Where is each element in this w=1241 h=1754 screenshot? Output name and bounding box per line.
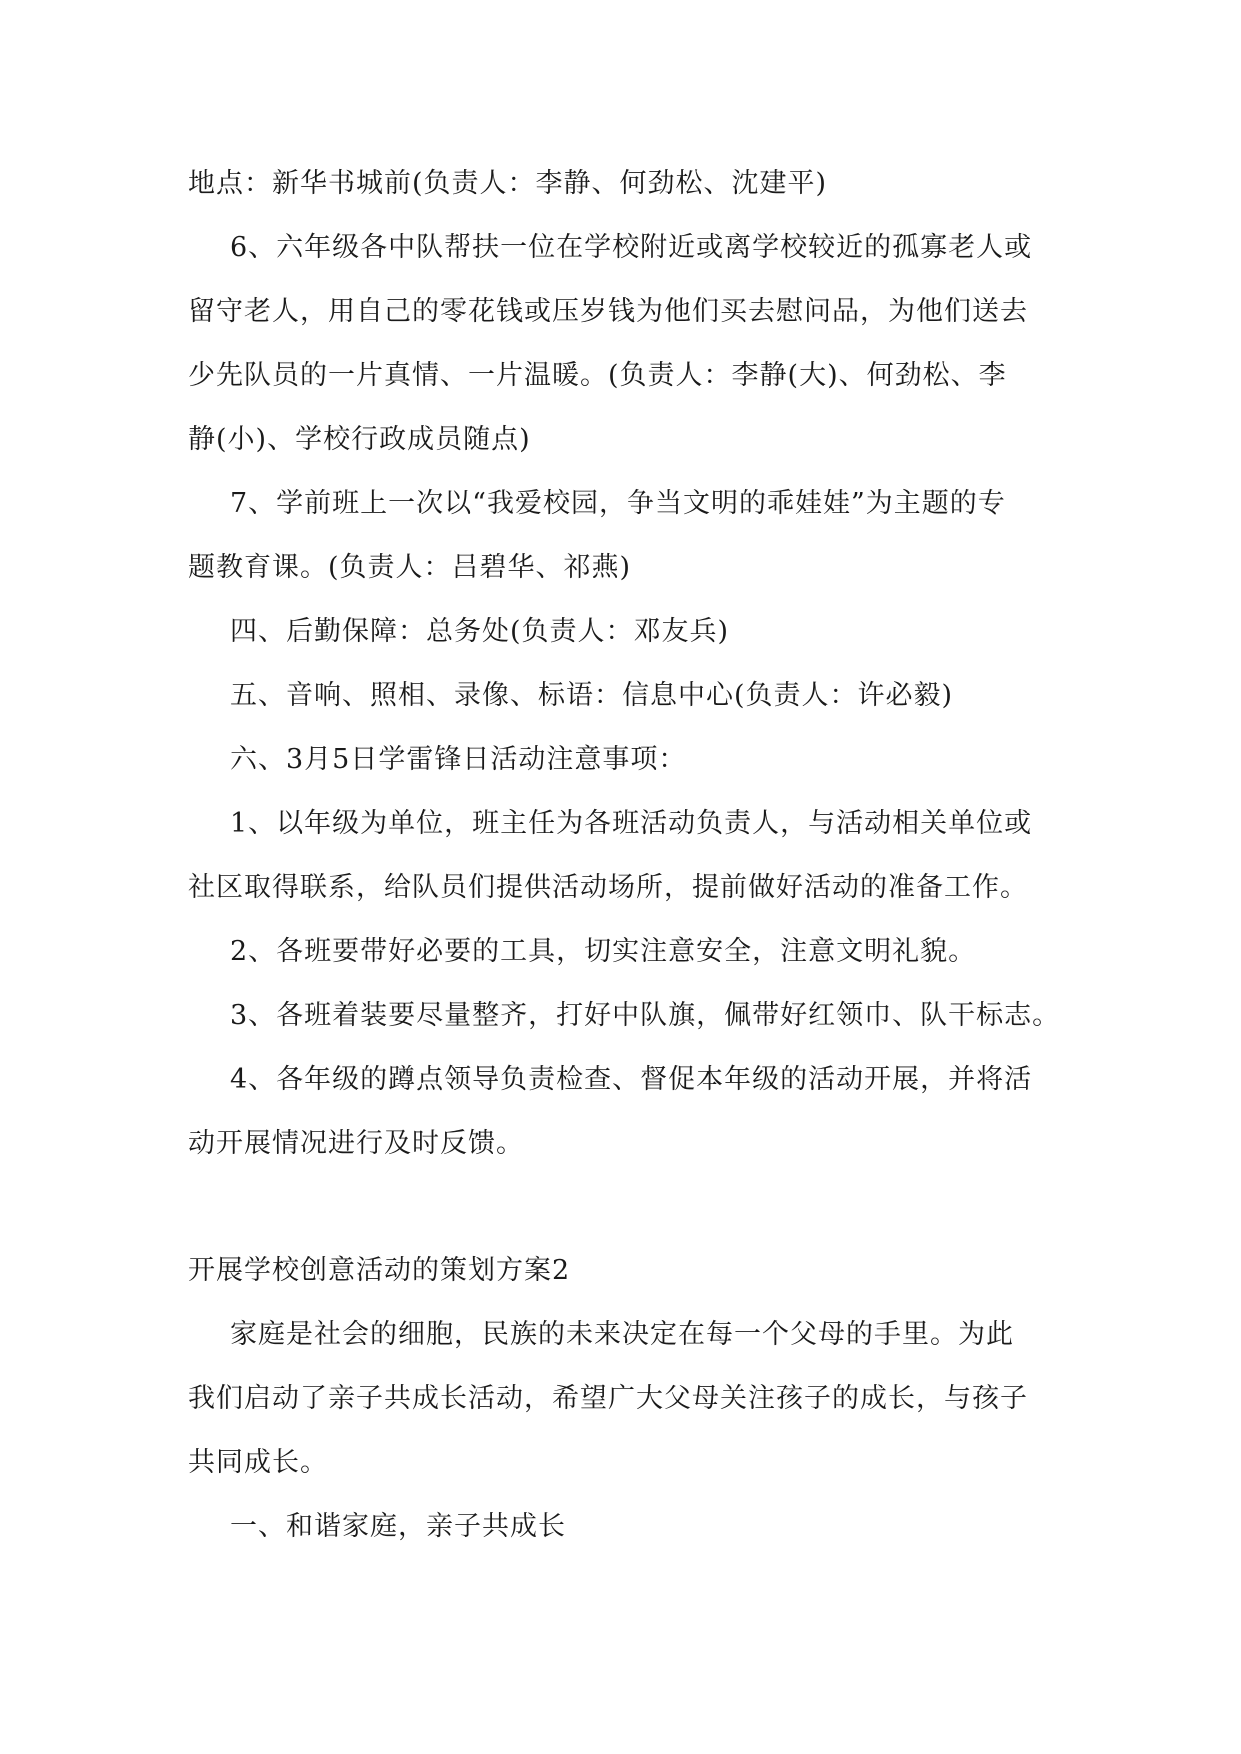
paragraph-line: 社区取得联系，给队员们提供活动场所，提前做好活动的准备工作。 — [188, 872, 1028, 903]
paragraph-line: 地点：新华书城前(负责人：李静、何劲松、沈建平) — [188, 168, 828, 199]
paragraph-line: 留守老人，用自己的零花钱或压岁钱为他们买去慰问品，为他们送去 — [188, 296, 1028, 327]
paragraph-line: 六、3月5日学雷锋日活动注意事项： — [230, 744, 687, 775]
paragraph-line: 家庭是社会的细胞，民族的未来决定在每一个父母的手里。为此 — [230, 1319, 1014, 1350]
paragraph-line: 五、音响、照相、录像、标语：信息中心(负责人：许必毅) — [230, 680, 954, 711]
paragraph-line: 4、各年级的蹲点领导负责检查、督促本年级的活动开展，并将活 — [230, 1064, 1033, 1095]
paragraph-line: 四、后勤保障：总务处(负责人：邓友兵) — [230, 616, 730, 647]
paragraph-line: 7、学前班上一次以“我爱校园，争当文明的乖娃娃”为主题的专 — [230, 488, 1006, 519]
paragraph-line: 6、六年级各中队帮扶一位在学校附近或离学校较近的孤寡老人或 — [230, 232, 1033, 263]
paragraph-line: 2、各班要带好必要的工具，切实注意安全，注意文明礼貌。 — [230, 936, 977, 967]
paragraph-line: 1、以年级为单位，班主任为各班活动负责人，与活动相关单位或 — [230, 808, 1033, 839]
paragraph-line: 题教育课。(负责人：吕碧华、祁燕) — [188, 552, 632, 583]
paragraph-line: 动开展情况进行及时反馈。 — [188, 1128, 524, 1159]
section-heading: 一、和谐家庭，亲子共成长 — [230, 1511, 566, 1542]
paragraph-line: 少先队员的一片真情、一片温暖。(负责人：李静(大)、何劲松、李 — [188, 360, 1007, 391]
paragraph-line: 静(小)、学校行政成员随点) — [188, 424, 531, 455]
paragraph-line: 共同成长。 — [188, 1447, 328, 1478]
section-title: 开展学校创意活动的策划方案2 — [188, 1255, 571, 1286]
paragraph-line: 3、各班着装要尽量整齐，打好中队旗，佩带好红领巾、队干标志。 — [230, 1000, 1061, 1031]
paragraph-line: 我们启动了亲子共成长活动，希望广大父母关注孩子的成长，与孩子 — [188, 1383, 1028, 1414]
